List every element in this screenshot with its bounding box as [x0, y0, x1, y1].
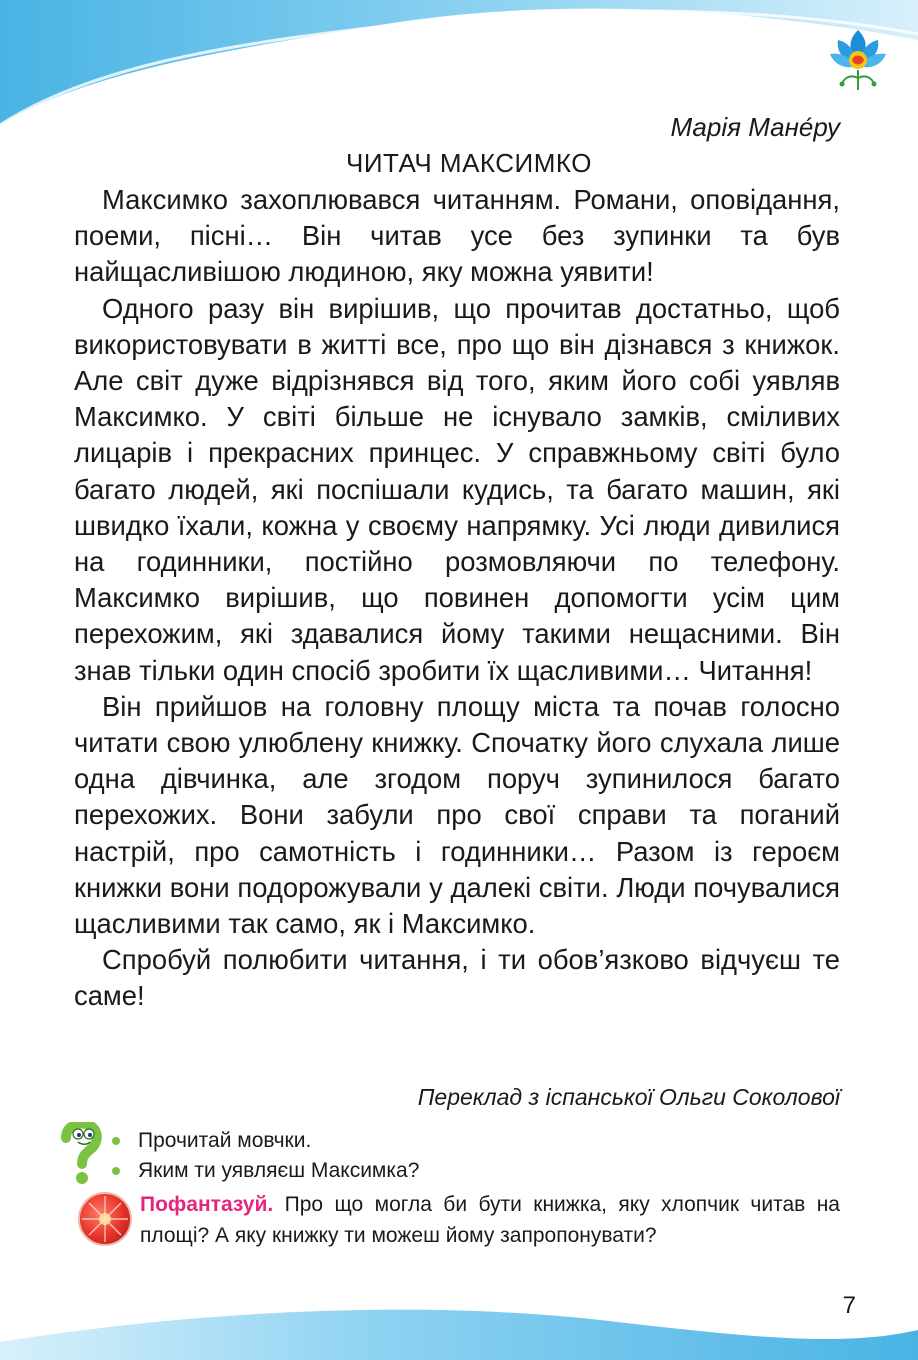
author-name: Марія Мане́ру	[670, 112, 840, 142]
task-text: Прочитай мовчки.	[138, 1129, 312, 1152]
task-text: Яким ти уявляєш Максимка?	[138, 1159, 420, 1182]
story-title: ЧИТАЧ МАКСИМКО	[346, 148, 592, 178]
story-paragraph: Одного разу він вирішив, що прочитав достатньо, щоб використовувати в житті все, про що він дізнався з книжок. Але світ дуже відрізнявся від того, яким його собі уявляв Максимко. У світі більше не існувало замків, сміливих лицарів і прекрасних принцес. У справжньому світі було багато людей, які поспішали кудись, та багато машин, які швидко їхали, кожна у своєму напрямку. Усі люди дивилися на годинники, постійно розмовляючи по телефону. Максимко вирішив, що повинен допомогти усім цим перехожим, які здавалися йому такими нещасними. Він знав тільки один спосіб зробити їх щасливими… Читання!	[74, 292, 840, 686]
fantasy-lead: Пофантазуй.	[140, 1193, 274, 1216]
page-number: 7	[842, 1292, 856, 1319]
folk-flower-icon	[826, 24, 890, 96]
fantasy-task	[140, 1190, 840, 1251]
story-paragraph: Спробуй полюбити читання, і ти обов’язково відчуєш те саме!	[74, 944, 840, 1012]
top-wave-decoration	[0, 0, 918, 130]
story-paragraph: Він прийшов на головну площу міста та почав голосно читати свою улюблену книжку. Спочатку його слухала лише одна дівчинка, але згодом поруч зупинилося багато перехожих. Вони забули про свої справи та поганий настрій, про самотність і годинники… Разом із героєм книжки вони подорожували у далекі світи. Люди почувалися щасливими так само, як і Максимко.	[74, 690, 840, 940]
bottom-wave-decoration	[0, 1290, 918, 1360]
translator-credit: Переклад з іспанської Ольги Соколової	[417, 1084, 840, 1110]
question-mark-character-icon	[60, 1122, 104, 1186]
fantasy-text: Про що могла би бути книжка, яку хлопчик читав на площі? А яку книжку ти можеш йому запропонувати?	[140, 1193, 840, 1247]
task-item	[112, 1126, 311, 1156]
story-paragraph: Максимко захоплювався читанням. Романи, оповідання, поеми, пісні… Він читав усе без зупинки та був найщасливішою людиною, яку можна уявити!	[74, 184, 840, 288]
bullet-icon	[112, 1137, 120, 1145]
story-text	[74, 182, 840, 1015]
red-ball-icon	[76, 1190, 134, 1248]
task-item	[112, 1156, 419, 1186]
bullet-icon	[112, 1167, 120, 1175]
